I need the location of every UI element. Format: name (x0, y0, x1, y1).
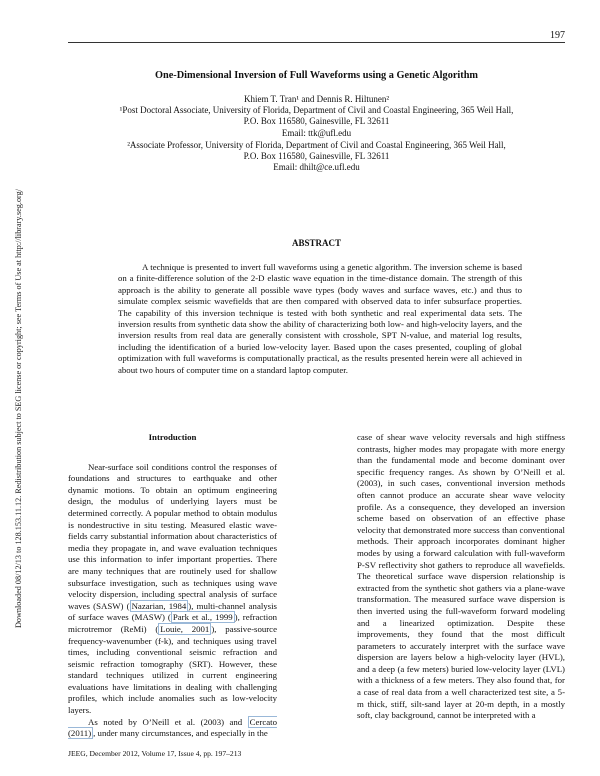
intro-text: , under many circumstances, and especially in the (93, 728, 268, 739)
citation-park-link[interactable]: Park et al., 1999 (172, 612, 233, 623)
left-column (68, 432, 277, 740)
intro-text: ), passive-source frequency-wavenumber (f-k), and techniques using travel times, including conventional seismic refraction and seismic refraction tomography (SRT). However, these standard techniques utilized in current engineering evaluations have limitations in dealing with challenging profiles, which include anomalies such as low-velocity layers. (68, 623, 277, 716)
author-block (68, 94, 565, 173)
affiliation-2-address: P.O. Box 116580, Gainesville, FL 32611 (243, 151, 390, 162)
intro-paragraph-2 (68, 717, 277, 740)
intro-text: Near-surface soil conditions control the responses of foundations and structures to earthquake and other dynamic motions. To obtain an optimum engineering design, the modulus of underlying layers must be determined correctly. A popular method to obtain modulus is nondestructive in situ testing. Measured elastic wave-fields carry substantial information about characteristics of media they propagate in, and wave evaluation techniques use this information to infer important properties. There are many techniques that are routinely used for shallow subsurface investigation, such as techniques using wave velocity dispersion, including spectral analysis of surface waves (SASW) ( (68, 461, 277, 611)
intro-text: ), refraction microtremor (ReMi) ( (68, 612, 277, 634)
intro-text: As noted by O’Neill et al. (2003) and (88, 716, 248, 727)
header-rule (68, 42, 565, 43)
affiliation-1-address: P.O. Box 116580, Gainesville, FL 32611 (243, 116, 390, 127)
affiliation-2-email: Email: dhilt@ce.ufl.edu (273, 162, 360, 173)
citation-nazarian-link[interactable]: Nazarian, 1984 (131, 600, 187, 611)
download-notice: Downloaded 08/12/13 to 128.153.11.12. Redistribution subject to SEG license or copyright; see Terms of Use at http://library.seg.org/ (14, 189, 23, 628)
introduction-heading: Introduction (148, 432, 197, 442)
abstract-text: A technique is presented to invert full waveforms using a genetic algorithm. The inversion scheme is based on a finite-difference solution of the 2-D elastic wave equation in the time-distance domain. The strength of this approach is the ability to generate all possible wave types (body waves and surface waves, etc.) and thus to simulate complex seismic wavefields that are then compared with observed data to infer subsurface properties. The capability of this inversion technique is tested with both synthetic and real experimental data sets. The inversion results from synthetic data show the ability of characterizing both low- and high-velocity layers, and the inversion results from real data are generally consistent with crosshole, SPT N-value, and material log results, including the identification of a buried low-velocity layer. Based upon the cases presented, coupling of global optimization with full waveforms is computationally practical, as the results presented herein were all achieved in about two hours of computer time on a standard laptop computer. (118, 262, 522, 375)
page-number: 197 (550, 30, 565, 41)
abstract-heading: ABSTRACT (291, 238, 341, 248)
citation-louie-link[interactable]: Louie, 2001 (160, 623, 210, 634)
paper-title: One-Dimensional Inversion of Full Waveforms using a Genetic Algorithm (154, 70, 479, 81)
intro-paragraph-2-continued: case of shear wave velocity reversals and high stiffness contrasts, higher modes may propagate with more energy than the fundamental mode and become dominant over specific frequency ranges. As shown by O’Neill et al. (2003), in such cases, conventional inversion methods often cannot produce an accurate shear wave velocity profile. As a consequence, they developed an inversion scheme based on observation of an effective phase velocity that demonstrated more success than conventional methods. Their approach incorporates dominant higher modes by using a forward calculation with full-waveform P-SV reflectivity shot gathers to reproduce all wavefields. The theoretical surface wave dispersion relationship is extracted from the synthetic shot gathers via a plane-wave transformation. The measured surface wave dispersion is then inverted using the full-waveform forward modeling and a linearized optimization. Despite these improvements, they found that the most difficult parameters to accurately interpret with the surface wave dispersion are layers below a high-velocity layer (HVL), and a deep (a few meters) buried low-velocity layer (LVL) with a thickness of a few meters. They also found that, for a case of real data from a well characterized test site, a 5-m thick, stiff, silt-sand layer at 20-m depth, in a mostly soft, clay background, cannot be interpreted with a (357, 432, 565, 721)
affiliation-1: ¹Post Doctoral Associate, University of Florida, Department of Civil and Coastal Engineering, 365 Weil Hall, (119, 105, 514, 116)
intro-text: ), multi-channel analysis of surface waves (MASW) ( (68, 600, 277, 623)
citation-cercato-link[interactable]: Cercato (2011) (68, 716, 277, 739)
affiliation-1-email: Email: ttk@ufl.edu (281, 127, 352, 138)
journal-footer: JEEG, December 2012, Volume 17, Issue 4, pp. 197–213 (68, 749, 242, 758)
author-names: Khiem T. Tran¹ and Dennis R. Hiltunen² (243, 94, 390, 104)
affiliation-2: ²Associate Professor, University of Florida, Department of Civil and Coastal Engineering, 365 Weil Hall, (127, 139, 506, 150)
right-column (357, 432, 565, 722)
intro-paragraph-1 (68, 462, 277, 717)
